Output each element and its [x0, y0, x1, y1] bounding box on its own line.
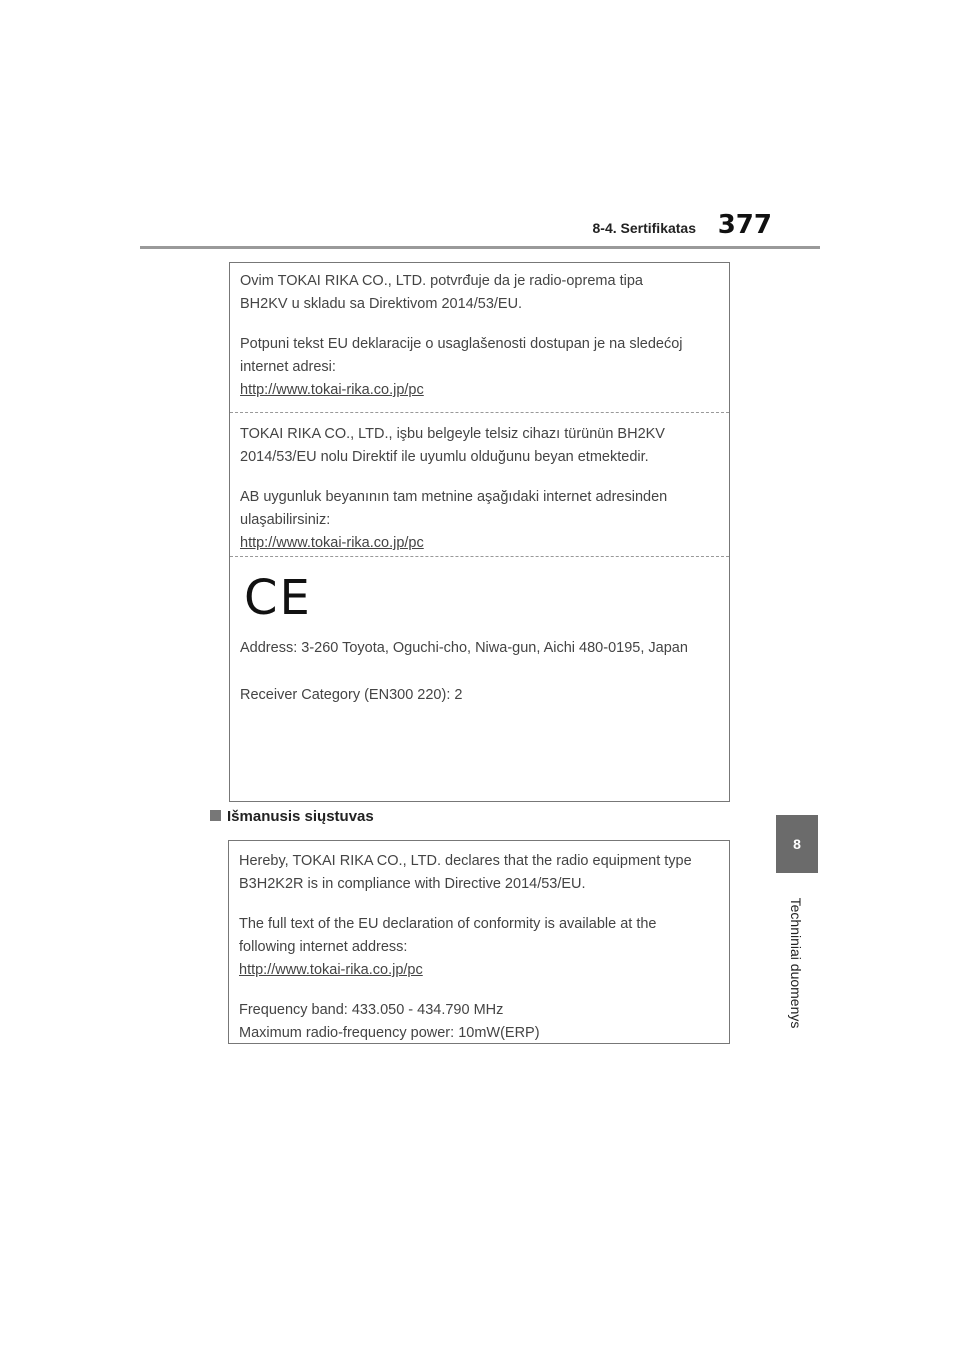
page-number: 377 — [717, 210, 772, 240]
section-title: 8-4. Sertifikatas — [592, 220, 696, 236]
text-line: ulaşabilirsiniz: — [240, 512, 331, 528]
text-line: AB uygunluk beyanının tam metnine aşağıdaki internet adresinden — [240, 489, 668, 505]
frequency-band-text: Frequency band: 433.050 - 434.790 MHz — [239, 1002, 504, 1018]
square-bullet-icon — [210, 810, 221, 821]
text-line: 2014/53/EU nolu Direktif ile uyumlu olduğunu beyan etmektedir. — [240, 449, 649, 465]
text-line: The full text of the EU declaration of conformity is available at the — [239, 916, 657, 932]
chapter-number: 8 — [793, 836, 801, 852]
max-power-text: Maximum radio-frequency power: 10mW(ERP) — [239, 1025, 540, 1041]
chapter-tab — [776, 815, 818, 873]
text-line: Potpuni tekst EU deklaracije o usaglašenosti dostupan je na sledećoj — [240, 336, 683, 352]
ce-mark-icon: CE — [244, 570, 312, 626]
text-line: following internet address: — [239, 939, 408, 955]
text-line: B3H2K2R is in compliance with Directive 2014/53/EU. — [239, 876, 586, 892]
text-line: TOKAI RIKA CO., LTD., işbu belgeyle telsiz cihazı türünün BH2KV — [240, 426, 665, 442]
text-line: Ovim TOKAI RIKA CO., LTD. potvrđuje da je radio-oprema tipa — [240, 273, 643, 289]
chapter-side-label — [784, 888, 808, 1038]
subheading-text: Išmanusis siųstuvas — [227, 808, 374, 825]
declaration-link[interactable]: http://www.tokai-rika.co.jp/pc — [239, 962, 423, 978]
manufacturer-info — [230, 557, 729, 707]
address-text: Address: 3-260 Toyota, Oguchi-cho, Niwa-gun, Aichi 480-0195, Japan — [240, 640, 688, 656]
text-line: Hereby, TOKAI RIKA CO., LTD. declares that the radio equipment type — [239, 853, 692, 869]
declaration-link[interactable]: http://www.tokai-rika.co.jp/pc — [240, 535, 424, 551]
text-line: internet adresi: — [240, 359, 336, 375]
receiver-category-text: Receiver Category (EN300 220): 2 — [240, 687, 463, 703]
page-header — [140, 208, 820, 249]
declaration-turkish — [230, 413, 729, 557]
declaration-serbian — [230, 263, 729, 413]
chapter-title: Techniniai duomenys — [788, 897, 804, 1029]
declaration-link[interactable]: http://www.tokai-rika.co.jp/pc — [240, 382, 424, 398]
certificate-box-1 — [229, 262, 730, 802]
subheading — [210, 808, 374, 825]
text-line: BH2KV u skladu sa Direktivom 2014/53/EU. — [240, 296, 523, 312]
certificate-box-2 — [228, 840, 730, 1044]
